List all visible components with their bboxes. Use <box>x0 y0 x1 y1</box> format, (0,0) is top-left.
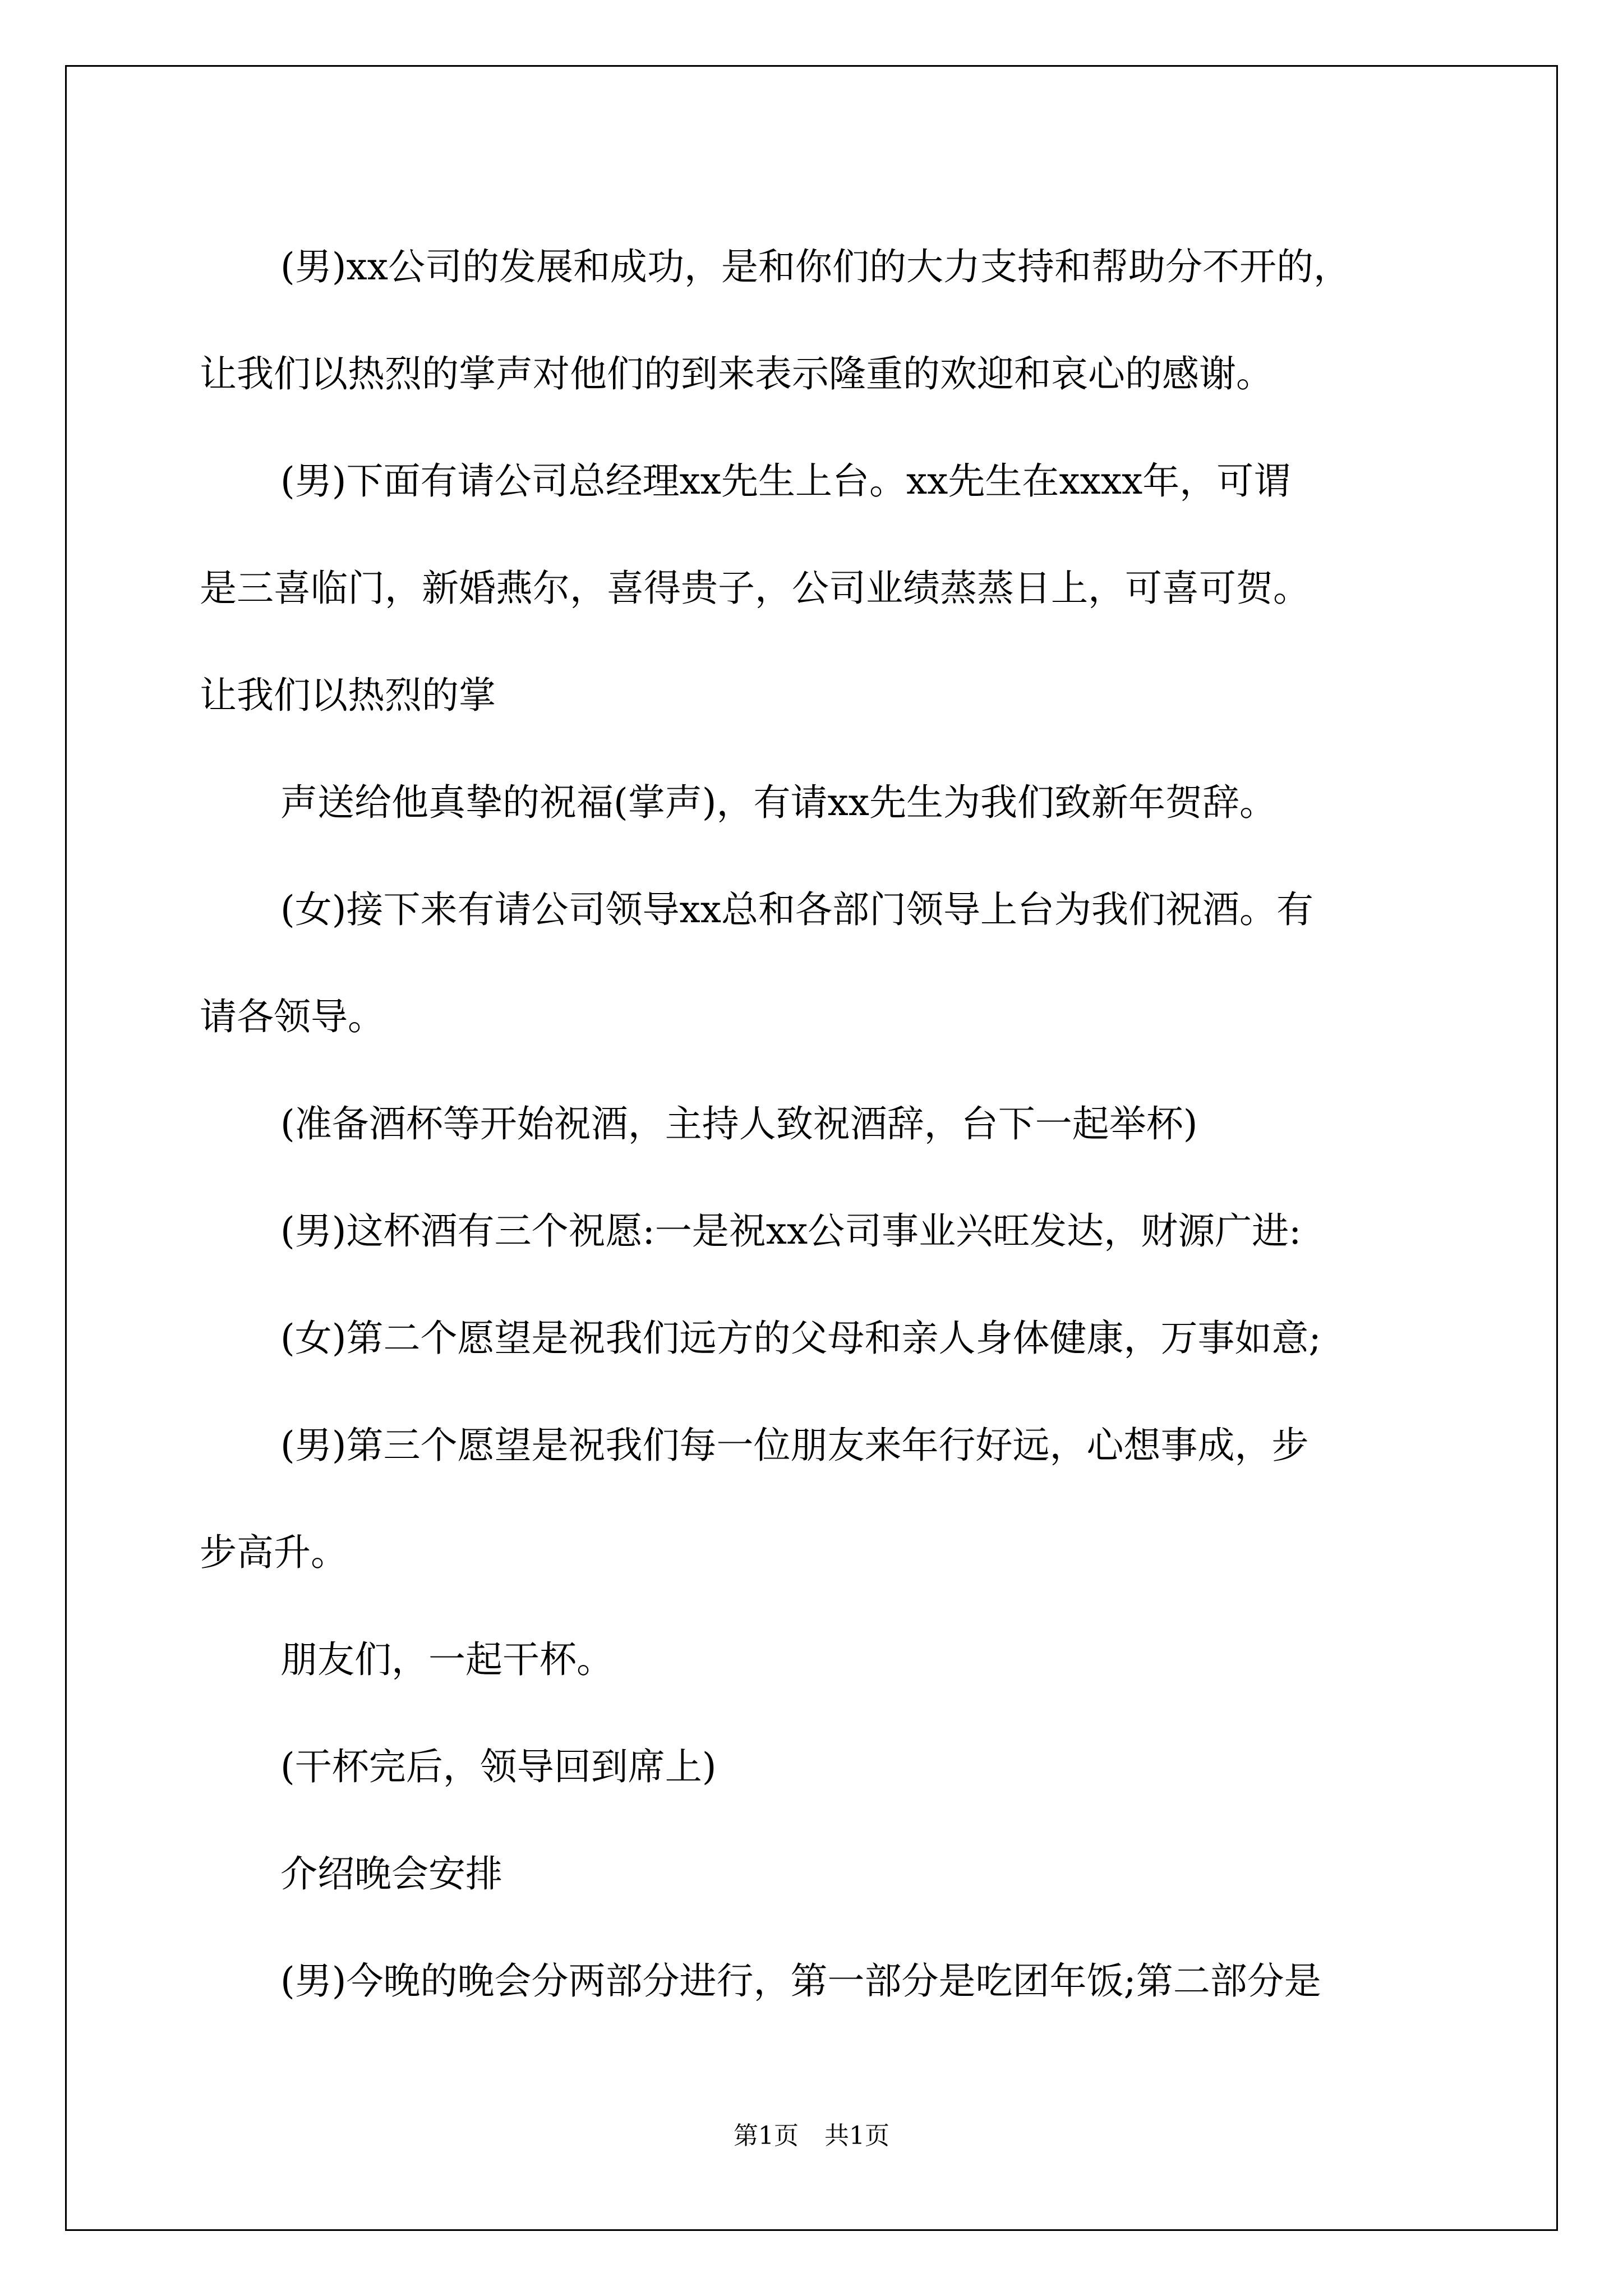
paragraph-line: 请各领导。 <box>200 995 385 1038</box>
paragraph-line: (男)这杯酒有三个祝愿:一是祝xx公司事业兴旺发达，财源广进: <box>280 1209 1302 1253</box>
paragraph-line: 声送给他真挚的祝福(掌声)，有请xx先生为我们致新年贺辞。 <box>280 781 1276 824</box>
paragraph-line: 介绍晚会安排 <box>280 1852 502 1895</box>
paragraph-line: (男)下面有请公司总经理xx先生上台。xx先生在xxxx年，可谓 <box>280 459 1291 503</box>
paragraph-line: (女)第二个愿望是祝我们远方的父母和亲人身体健康，万事如意; <box>280 1317 1321 1360</box>
paragraph-line: (男)今晚的晚会分两部分进行，第一部分是吃团年饭;第二部分是 <box>280 1959 1321 2003</box>
paragraph-line: (准备酒杯等开始祝酒，主持人致祝酒辞，台下一起举杯) <box>280 1102 1198 1145</box>
paragraph-line: (男)xx公司的发展和成功，是和你们的大力支持和帮助分不开的， <box>280 245 1350 288</box>
paragraph-line: (女)接下来有请公司领导xx总和各部门领导上台为我们祝酒。有 <box>280 888 1313 931</box>
page-number-current: 第1页 <box>734 2122 799 2150</box>
paragraph-line: 让我们以热烈的掌声对他们的到来表示隆重的欢迎和哀心的感谢。 <box>200 352 1273 395</box>
page-number-total: 共1页 <box>824 2122 889 2150</box>
paragraph-line: 朋友们，一起干杯。 <box>280 1638 614 1681</box>
paragraph-line: 让我们以热烈的掌 <box>200 674 496 717</box>
paragraph-line: (男)第三个愿望是祝我们每一位朋友来年行好远，心想事成，步 <box>280 1424 1309 1467</box>
page-footer <box>0 2119 1623 2153</box>
paragraph-line: (干杯完后，领导回到席上) <box>280 1745 717 1788</box>
paragraph-line: 步高升。 <box>200 1531 348 1574</box>
paragraph-line: 是三喜临门，新婚燕尔，喜得贵子，公司业绩蒸蒸日上，可喜可贺。 <box>200 567 1310 610</box>
document-body <box>200 213 1439 2035</box>
